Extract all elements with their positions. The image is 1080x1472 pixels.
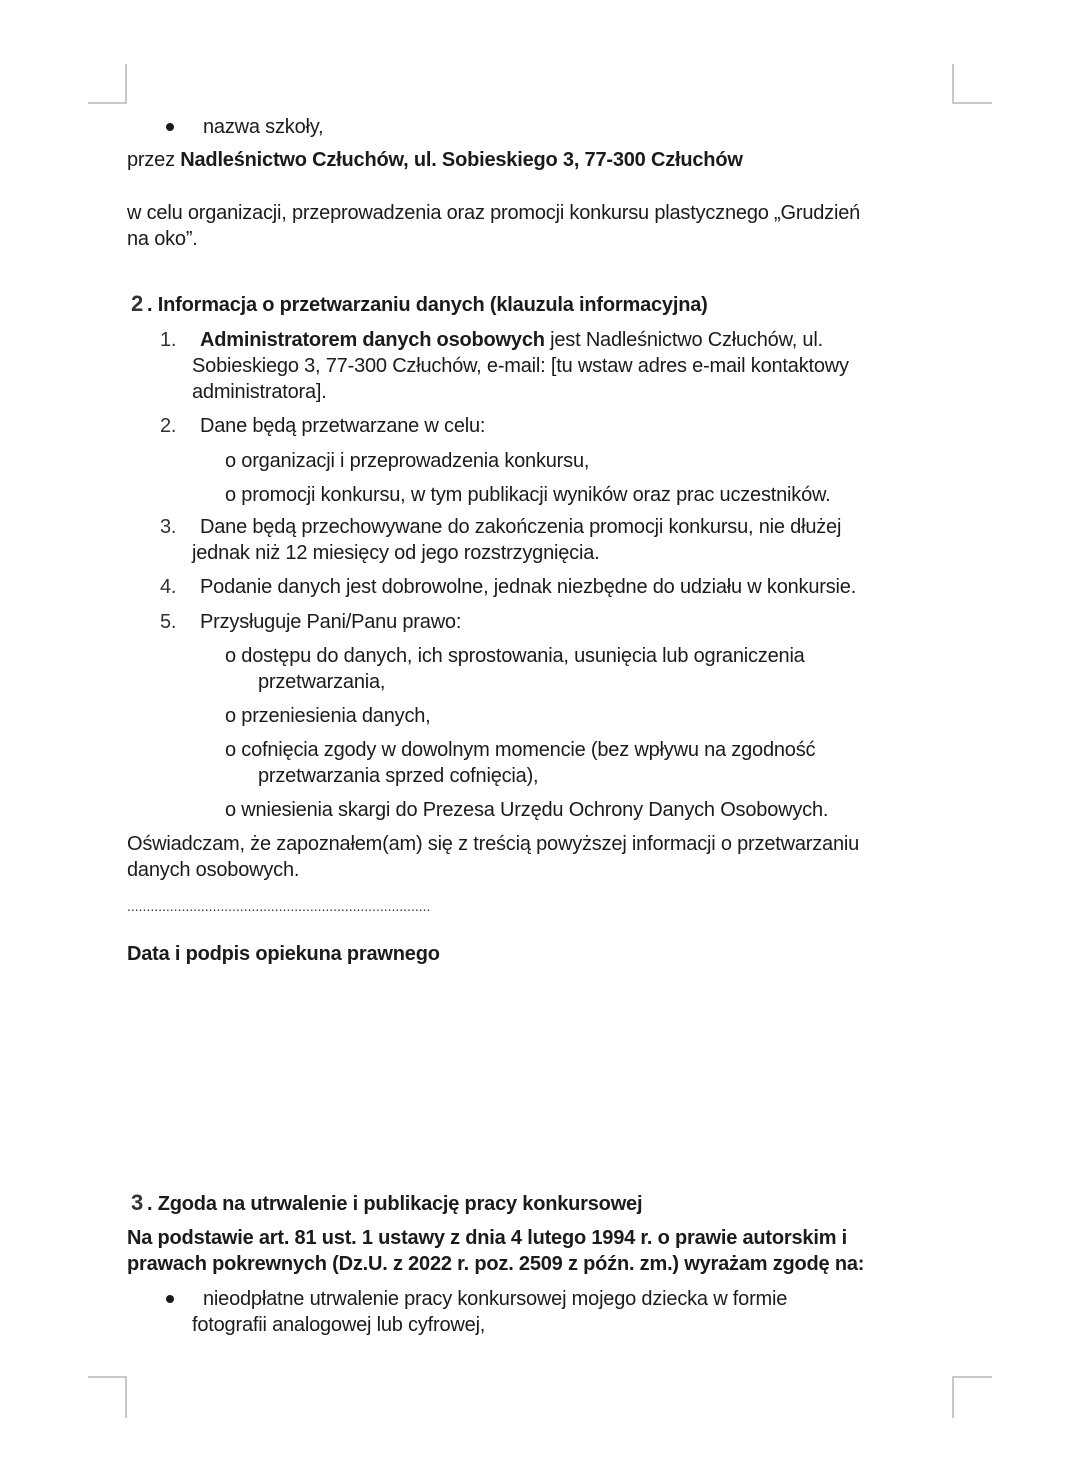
list-item-1-line-3: administratora]. [192,381,327,403]
section-2-heading [131,291,708,318]
list-item-3-line-2: jednak niż 12 miesięcy od jego rozstrzygnięcia. [192,542,600,564]
sub-item: o przeniesienia danych, [225,705,431,727]
list-item-2 [160,413,485,439]
item-number: 1. [160,329,177,351]
sub-item-line-2: przetwarzania, [258,671,386,693]
sub-item: o cofnięcia zgody w dowolnym momencie (bez wpływu na zgodność [225,739,816,761]
processor-prefix: przez [127,149,181,171]
item-text: Przysługuje Pani/Panu prawo: [200,611,462,633]
processor-line [127,147,743,173]
signature-line: .............................................................................. [127,898,431,914]
sub-item: o promocji konkursu, w tym publikacji wyników oraz prac uczestników. [225,484,831,506]
section-2-number: 2 [131,291,144,316]
section-3-heading [131,1190,642,1217]
purpose-line-2: na oko”. [127,228,198,250]
sub-item-line-2: przetwarzania sprzed cofnięcia), [258,765,539,787]
consent-intro-line-1: Na podstawie art. 81 ust. 1 ustawy z dnia 4 lutego 1994 r. o prawie autorskim i [127,1227,847,1249]
consent-bullet-1: nieodpłatne utrwalenie pracy konkursowej mojego dziecka w formie [203,1288,788,1310]
list-item-1-line-2: Sobieskiego 3, 77-300 Człuchów, e-mail: [tu wstaw adres e-mail kontaktowy [192,355,849,377]
item-number: 2. [160,415,177,437]
item-number: 3. [160,516,177,538]
administrator-text: jest Nadleśnictwo Człuchów, ul. [544,329,823,351]
list-item-4 [160,574,856,600]
consent-intro-line-2: prawach pokrewnych (Dz.U. z 2022 r. poz. 2509 z późn. zm.) wyrażam zgodę na: [127,1253,865,1275]
purpose-line-1: w celu organizacji, przeprowadzenia oraz promocji konkursu plastycznego „Grudzień [127,202,861,224]
declaration-line-2: danych osobowych. [127,859,300,881]
crop-mark-bottom-right [952,1376,992,1418]
bullet-icon [166,123,174,131]
list-item-3 [160,514,841,540]
list-item-1 [160,327,823,353]
list-item-school-name: nazwa szkoły, [203,116,324,138]
bullet-icon [166,1295,174,1303]
item-text: Dane będą przechowywane do zakończenia promocji konkursu, nie dłużej [200,516,842,538]
item-text: Podanie danych jest dobrowolne, jednak niezbędne do udziału w konkursie. [200,576,857,598]
crop-mark-bottom-left [88,1376,127,1418]
item-text: Dane będą przetwarzane w celu: [200,415,486,437]
signature-label: Data i podpis opiekuna prawnego [127,943,440,965]
sub-item: o dostępu do danych, ich sprostowania, usunięcia lub ograniczenia [225,645,805,667]
declaration-line-1: Oświadczam, że zapoznałem(am) się z treścią powyższej informacji o przetwarzaniu [127,833,860,855]
section-2-title: . Informacja o przetwarzaniu danych (klauzula informacyjna) [147,294,708,316]
consent-bullet-1-line-2: fotografii analogowej lub cyfrowej, [192,1314,486,1336]
section-3-number: 3 [131,1190,144,1215]
crop-mark-top-left [88,64,127,104]
list-item-5 [160,609,461,635]
processor-name: Nadleśnictwo Człuchów, ul. Sobieskiego 3, 77-300 Człuchów [180,149,743,171]
crop-mark-top-right [952,64,992,104]
section-3-title: . Zgoda na utrwalenie i publikację pracy konkursowej [147,1193,643,1215]
item-number: 5. [160,611,177,633]
sub-item: o organizacji i przeprowadzenia konkursu, [225,450,590,472]
sub-item: o wniesienia skargi do Prezesa Urzędu Ochrony Danych Osobowych. [225,799,829,821]
item-number: 4. [160,576,177,598]
administrator-label: Administratorem danych osobowych [200,329,545,351]
